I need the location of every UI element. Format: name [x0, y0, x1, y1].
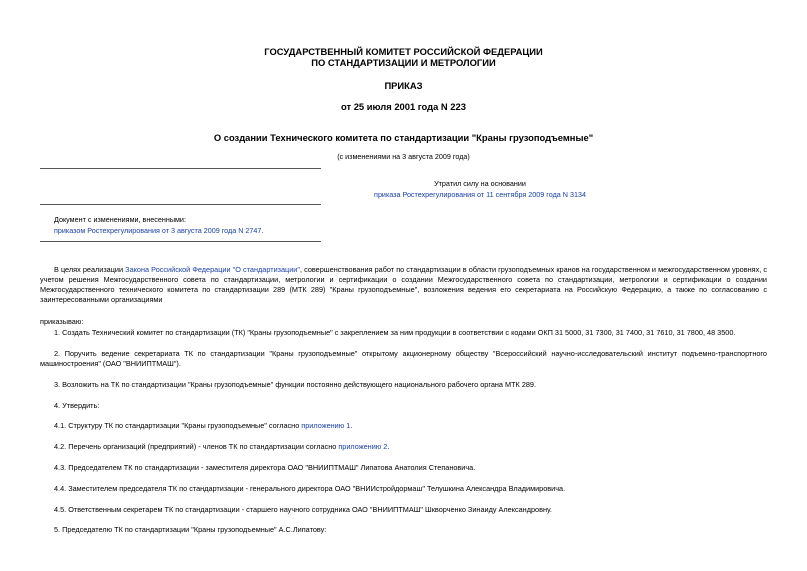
divider [40, 168, 321, 169]
item-5: 5. Председателю ТК по стандартизации "Краны грузоподъемные" А.С.Липатову: [54, 525, 327, 534]
amending-order-link[interactable]: приказом Ростехрегулирования от 3 августа 2009 года N 2747 [54, 226, 262, 235]
changes-suffix: . [261, 226, 264, 235]
status-block [270, 190, 690, 200]
standardization-law-link[interactable]: Закона Российской Федерации "О стандартизации" [125, 265, 300, 274]
divider [40, 204, 321, 205]
item-4: 4. Утвердить: [54, 401, 100, 410]
preamble-text-start: В целях реализации [54, 265, 126, 274]
document-date-number: от 25 июля 2001 года N 223 [341, 101, 466, 112]
item-2: 2. Поручить ведение секретариата ТК по стандартизации "Краны грузоподъемные" открытому акционерному обществу "Всероссийский научно-исследовательский институт подъемно-транспортного машиностроения" (ОАО "ВНИИПТМАШ"). [40, 349, 767, 368]
item-4-2 [54, 442, 389, 452]
status-text: Утратил силу на основании [434, 179, 526, 188]
item-4-1-end: . [350, 421, 353, 430]
repeal-order-link[interactable]: приказа Ростехрегулирования от 11 сентября 2009 года N 3134 [374, 190, 586, 199]
preamble-text-rest: , совершенствования работ по стандартизации в области грузоподъемных кранов на государственном и межгосударственном уровнях, с учетом решения Межгосударственного совета по стандартизации, метрологии и сертификации о создании Межгосударственного совета по стандартизации, метрологии и сертификации о создании Межгосударственного технического комитета по стандартизации 289 (МТК 289) "Краны грузоподъемные", возложения ведения его секретариата на Российскую Федерацию, а также по согласованию с заинтересованными организациями [40, 265, 767, 304]
item-1: 1. Создать Технический комитет по стандартизации (ТК) "Краны грузоподъемные" с закреплением за ним продукции в соответствии с кодами ОКП 31 5000, 31 7300, 31 7400, 31 7610, 31 7800, 48 3500. [54, 328, 736, 337]
amendments-note: (с изменениями на 3 августа 2009 года) [337, 152, 470, 161]
item-4-5: 4.5. Ответственным секретарем ТК по стандартизации - старшего научного сотрудника ОАО "ВНИИПТМАШ" Шкворченко Зинаиду Александровну. [54, 505, 552, 514]
changes-block [54, 226, 263, 236]
document-title: О создании Технического комитета по стандартизации "Краны грузоподъемные" [213, 132, 594, 143]
changes-label: Документ с изменениями, внесенными: [54, 215, 186, 224]
item-4-2-text: 4.2. Перечень организаций (предприятий) - членов ТК по стандартизации согласно [54, 442, 339, 451]
document-type: ПРИКАЗ [384, 80, 423, 91]
appendix-2-link[interactable]: приложению 2 [338, 442, 388, 451]
divider [40, 241, 321, 242]
header-committee-line1: ГОСУДАРСТВЕННЫЙ КОМИТЕТ РОССИЙСКОЙ ФЕДЕРАЦИИ [264, 46, 543, 57]
item-4-1-text: 4.1. Структуру ТК по стандартизации "Краны грузоподъемные" согласно [54, 421, 302, 430]
item-4-1 [54, 421, 352, 431]
order-word: приказываю: [40, 317, 84, 326]
item-3: 3. Возложить на ТК по стандартизации "Краны грузоподъемные" функции постоянно действующего национального рабочего органа МТК 289. [54, 380, 537, 389]
preamble-paragraph [40, 265, 767, 305]
item-4-3: 4.3. Председателем ТК по стандартизации - заместителя директора ОАО "ВНИИПТМАШ" Липатова Анатолия Степановича. [54, 463, 476, 472]
item-4-4: 4.4. Заместителем председателя ТК по стандартизации - генерального директора ОАО "ВНИИстройдормаш" Телушкина Александра Владимировича. [54, 484, 566, 493]
item-4-2-end: . [387, 442, 390, 451]
appendix-1-link[interactable]: приложению 1 [301, 421, 351, 430]
header-committee-line2: ПО СТАНДАРТИЗАЦИИ И МЕТРОЛОГИИ [311, 57, 496, 68]
